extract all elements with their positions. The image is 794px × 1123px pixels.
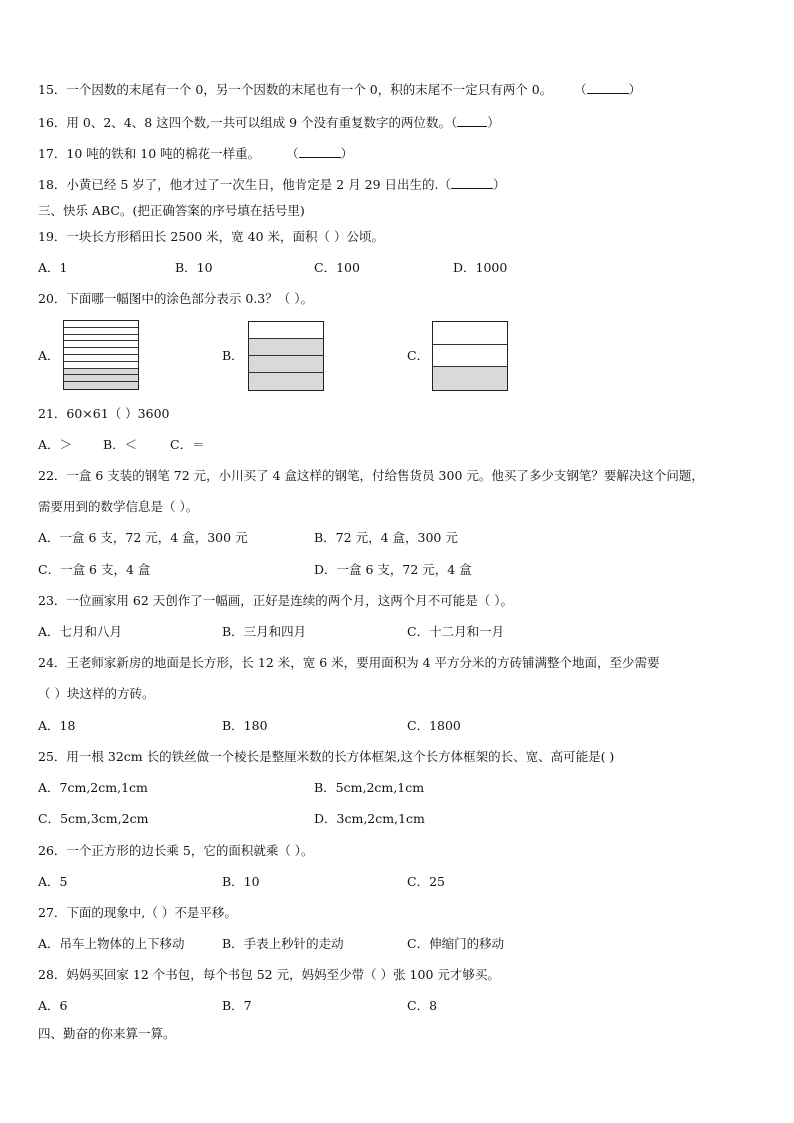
q20-figure-a[interactable]	[63, 320, 139, 390]
figure-c-row	[433, 345, 507, 368]
q19-option-a[interactable]: A．1	[38, 260, 68, 275]
question-16	[38, 114, 500, 132]
question-24-text-line2: （ ）块这样的方砖。	[38, 686, 155, 701]
figure-c-row	[433, 322, 507, 345]
q25-option-b[interactable]: B．5cm,2cm,1cm	[314, 780, 425, 795]
question-18-text: 18．小黄已经 5 岁了，他才过了一次生日，他肯定是 2 月 29 日出生的.（	[38, 177, 452, 192]
question-17-close-paren: ）	[340, 146, 354, 161]
question-15-open-paren: （	[574, 82, 587, 97]
q20-figure-c[interactable]	[432, 321, 508, 391]
section-3-heading: 三、快乐 ABC。(把正确答案的序号填在括号里)	[38, 203, 305, 218]
question-20-text: 20．下面哪一幅图中的涂色部分表示 0.3？（ ）。	[38, 291, 313, 306]
q20-option-a-label[interactable]: A．	[38, 348, 60, 363]
answer-blank-16[interactable]	[457, 114, 487, 127]
q28-option-a[interactable]: A．6	[38, 998, 68, 1013]
question-18	[38, 176, 506, 194]
q22-option-c[interactable]: C．一盒 6 支，4 盒	[38, 562, 151, 577]
q25-option-d[interactable]: D．3cm,2cm,1cm	[314, 811, 425, 826]
question-19-text: 19．一块长方形稻田长 2500 米，宽 40 米，面积（ ）公顷。	[38, 229, 384, 244]
q20-figure-b[interactable]	[248, 321, 324, 391]
question-21-text: 21．60×61（ ）3600	[38, 406, 170, 421]
figure-b-row	[249, 373, 323, 390]
q20-option-b-label[interactable]: B．	[222, 348, 244, 363]
q23-option-a[interactable]: A．七月和八月	[38, 624, 123, 639]
q22-option-a[interactable]: A．一盒 6 支，72 元，4 盒，300 元	[38, 530, 248, 545]
figure-a-row	[64, 335, 138, 342]
question-15-text: 15．一个因数的末尾有一个 0，另一个因数的末尾也有一个 0，积的末尾不一定只有两个 0。	[38, 82, 553, 97]
question-17	[38, 145, 353, 163]
q28-option-c[interactable]: C．8	[407, 998, 438, 1013]
figure-c-row	[433, 367, 507, 390]
question-22-text-line1: 22．一盒 6 支装的钢笔 72 元，小川买了 4 盒这样的钢笔，付给售货员 300 元。他买了多少支钢笔？要解决这个问题，	[38, 468, 704, 483]
q27-option-c[interactable]: C．伸缩门的移动	[407, 936, 505, 951]
q23-option-c[interactable]: C．十二月和一月	[407, 624, 505, 639]
q24-option-a[interactable]: A．18	[38, 718, 76, 733]
question-24-text-line1: 24．王老师家新房的地面是长方形，长 12 米，宽 6 米，要用面积为 4 平方分米的方砖铺满整个地面，至少需要	[38, 655, 660, 670]
question-22-text-line2: 需要用到的数学信息是（ ）。	[38, 499, 199, 514]
question-15-close-paren: ）	[628, 82, 642, 97]
figure-a-row	[64, 348, 138, 355]
figure-b-row	[249, 322, 323, 339]
answer-blank-18[interactable]	[451, 176, 493, 189]
q21-option-b[interactable]: B．＜	[103, 437, 138, 452]
section-4-heading: 四、勤奋的你来算一算。	[38, 1026, 176, 1041]
q21-option-a[interactable]: A．＞	[38, 437, 73, 452]
q21-option-c[interactable]: C．＝	[170, 437, 205, 452]
question-18-close-paren: ）	[493, 177, 506, 192]
question-25-text: 25．用一根 32cm 长的铁丝做一个棱长是整厘米数的长方体框架,这个长方体框架的长、宽、高可能是( )	[38, 749, 615, 764]
figure-a-row	[64, 375, 138, 382]
answer-blank-17[interactable]	[299, 145, 341, 158]
q22-option-b[interactable]: B．72 元，4 盒，300 元	[314, 530, 458, 545]
figure-a-row	[64, 369, 138, 376]
question-17-text: 17．10 吨的铁和 10 吨的棉花一样重。	[38, 146, 261, 161]
q23-option-b[interactable]: B．三月和四月	[222, 624, 307, 639]
figure-a-row	[64, 362, 138, 369]
q24-option-c[interactable]: C．1800	[407, 718, 461, 733]
figure-a-row	[64, 321, 138, 328]
answer-blank-15[interactable]	[587, 81, 629, 94]
figure-a-row	[64, 355, 138, 362]
figure-b-row	[249, 339, 323, 356]
figure-a-row	[64, 328, 138, 335]
question-15	[38, 81, 641, 99]
q24-option-b[interactable]: B．180	[222, 718, 268, 733]
question-23-text: 23．一位画家用 62 天创作了一幅画，正好是连续的两个月，这两个月不可能是（ ）。	[38, 593, 513, 608]
q27-option-b[interactable]: B．手表上秒针的走动	[222, 936, 344, 951]
question-26-text: 26．一个正方形的边长乘 5，它的面积就乘（ ）。	[38, 843, 314, 858]
figure-a-row	[64, 382, 138, 389]
question-28-text: 28．妈妈买回家 12 个书包，每个书包 52 元，妈妈至少带（ ）张 100 元才够买。	[38, 967, 500, 982]
q26-option-c[interactable]: C．25	[407, 874, 445, 889]
q26-option-a[interactable]: A．5	[38, 874, 68, 889]
figure-a-row	[64, 341, 138, 348]
question-16-close-paren: ）	[487, 115, 500, 130]
q22-option-d[interactable]: D．一盒 6 支，72 元，4 盒	[314, 562, 472, 577]
q19-option-d[interactable]: D．1000	[453, 260, 508, 275]
q20-option-c-label[interactable]: C．	[407, 348, 430, 363]
q19-option-b[interactable]: B．10	[175, 260, 213, 275]
q26-option-b[interactable]: B．10	[222, 874, 260, 889]
figure-b-row	[249, 356, 323, 373]
q19-option-c[interactable]: C．100	[314, 260, 360, 275]
q25-option-c[interactable]: C．5cm,3cm,2cm	[38, 811, 149, 826]
question-27-text: 27．下面的现象中,（ ）不是平移。	[38, 905, 237, 920]
q25-option-a[interactable]: A．7cm,2cm,1cm	[38, 780, 148, 795]
q28-option-b[interactable]: B．7	[222, 998, 252, 1013]
q27-option-a[interactable]: A．吊车上物体的上下移动	[38, 936, 185, 951]
question-16-text: 16．用 0、2、4、8 这四个数,一共可以组成 9 个没有重复数字的两位数。（	[38, 115, 458, 130]
question-17-open-paren: （	[286, 146, 299, 161]
